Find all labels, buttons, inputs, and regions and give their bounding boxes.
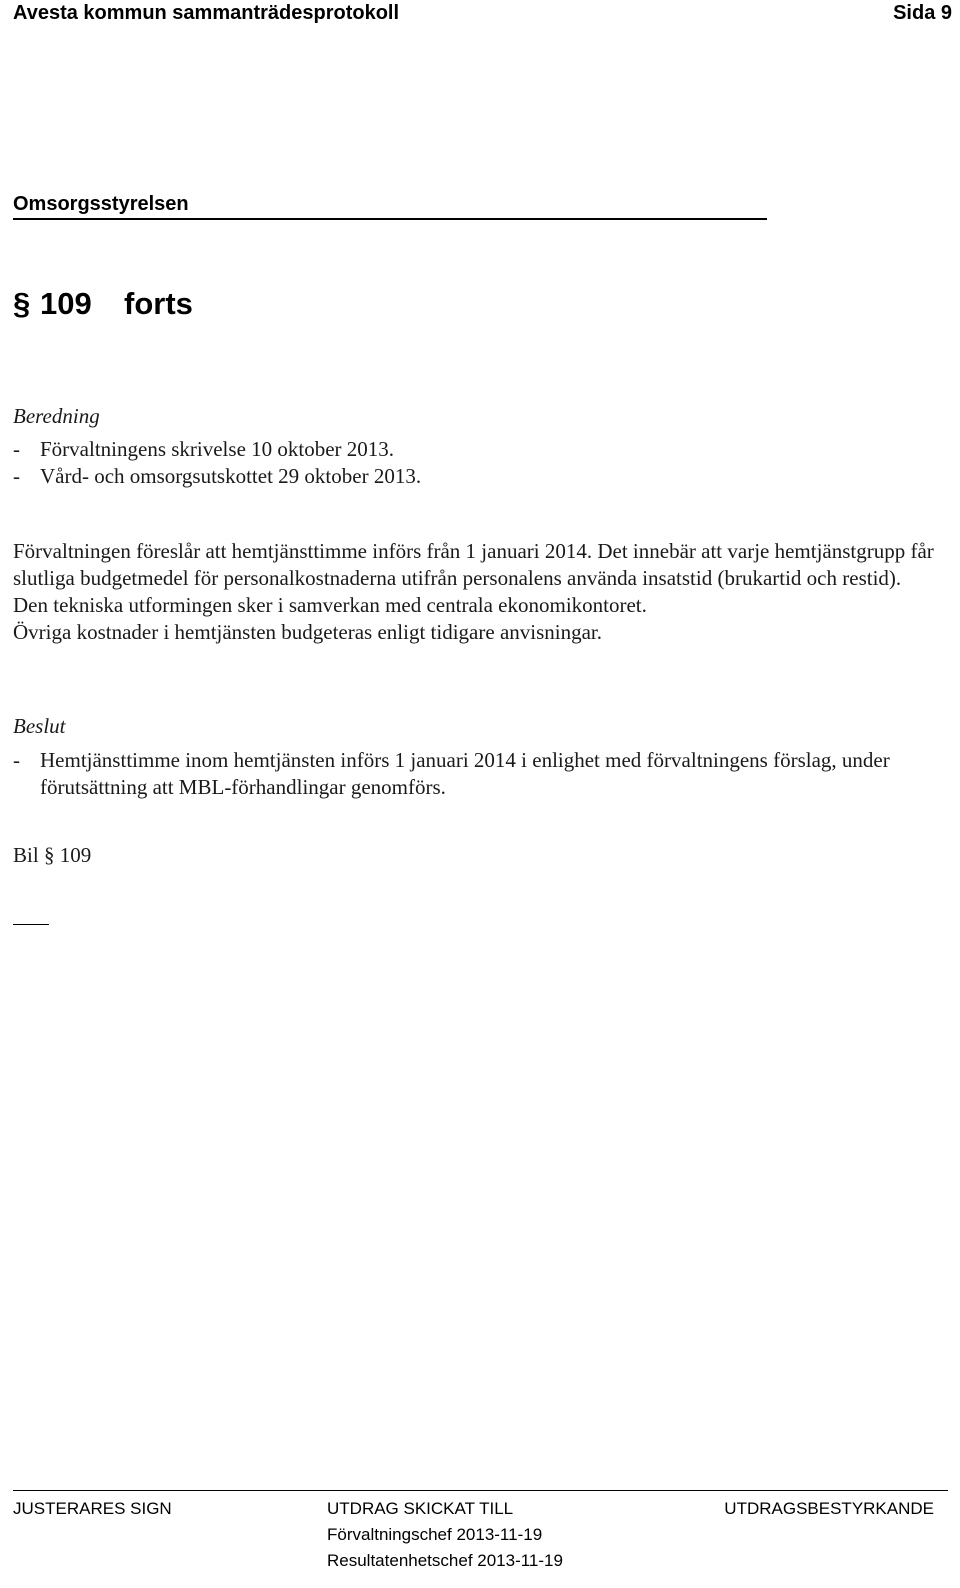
appendix-reference: [13, 842, 91, 869]
body-paragraph: Förvaltningen föreslår att hemtjänsttimme införs från 1 januari 2014. Det innebär att varje hemtjänstgrupp får slutliga budgetmedel för personalkostnaderna utifrån personalens använda insatstid (brukartid och restid).: [13, 539, 934, 590]
list-dash: -: [13, 464, 20, 488]
body-paragraph: Den tekniska utformingen sker i samverkan med centrala ekonomikontoret.: [13, 593, 647, 617]
appendix-number: 109: [59, 843, 92, 867]
appendix-prefix: Bil: [13, 843, 39, 867]
signature-line: [13, 924, 49, 925]
beredning-label: Beredning: [13, 404, 100, 428]
footer-middle-title: UTDRAG SKICKAT TILL: [327, 1499, 514, 1518]
footer-recipient: Förvaltningschef 2013-11-19: [327, 1525, 543, 1544]
list-item-text: Förvaltningens skrivelse 10 oktober 2013.: [40, 437, 395, 461]
footer-utdragsbestyrkande: UTDRAGSBESTYRKANDE: [724, 1499, 934, 1518]
proposal-text: [13, 538, 948, 646]
appendix-sign: §: [43, 843, 55, 867]
list-dash: -: [13, 437, 20, 461]
list-item-text: Hemtjänsttimme inom hemtjänsten införs 1 januari 2014 i enlighet med förvaltningens förslag, under förutsättning att MBL-förhandlingar genomförs.: [40, 748, 890, 799]
list-dash: -: [13, 748, 20, 772]
list-item-text: Vård- och omsorgsutskottet 29 oktober 2013.: [40, 464, 422, 488]
beslut-label: Beslut: [13, 714, 66, 738]
beslut-list: [13, 747, 948, 801]
footer-justerares-sign: JUSTERARES SIGN: [13, 1499, 172, 1518]
footer-recipient: Resultatenhetschef 2013-11-19: [327, 1551, 563, 1570]
section-number: 109: [40, 286, 92, 321]
section-heading: [13, 283, 193, 325]
beredning-list: [13, 436, 421, 490]
body-paragraph: Övriga kostnader i hemtjänsten budgeteras enligt tidigare anvisningar.: [13, 620, 603, 644]
page-number: Sida 9: [893, 2, 952, 24]
footer-divider: [13, 1490, 948, 1491]
footer-utdrag-skickat: [327, 1496, 563, 1574]
list-item: [13, 747, 948, 801]
list-item: [13, 436, 421, 463]
board-name: Omsorgsstyrelsen: [13, 193, 189, 215]
section-suffix: forts: [124, 286, 193, 321]
board-underline: [13, 218, 767, 220]
paragraph-sign: §: [13, 286, 31, 321]
document-title: Avesta kommun sammanträdesprotokoll: [13, 2, 400, 24]
list-item: [13, 463, 421, 490]
